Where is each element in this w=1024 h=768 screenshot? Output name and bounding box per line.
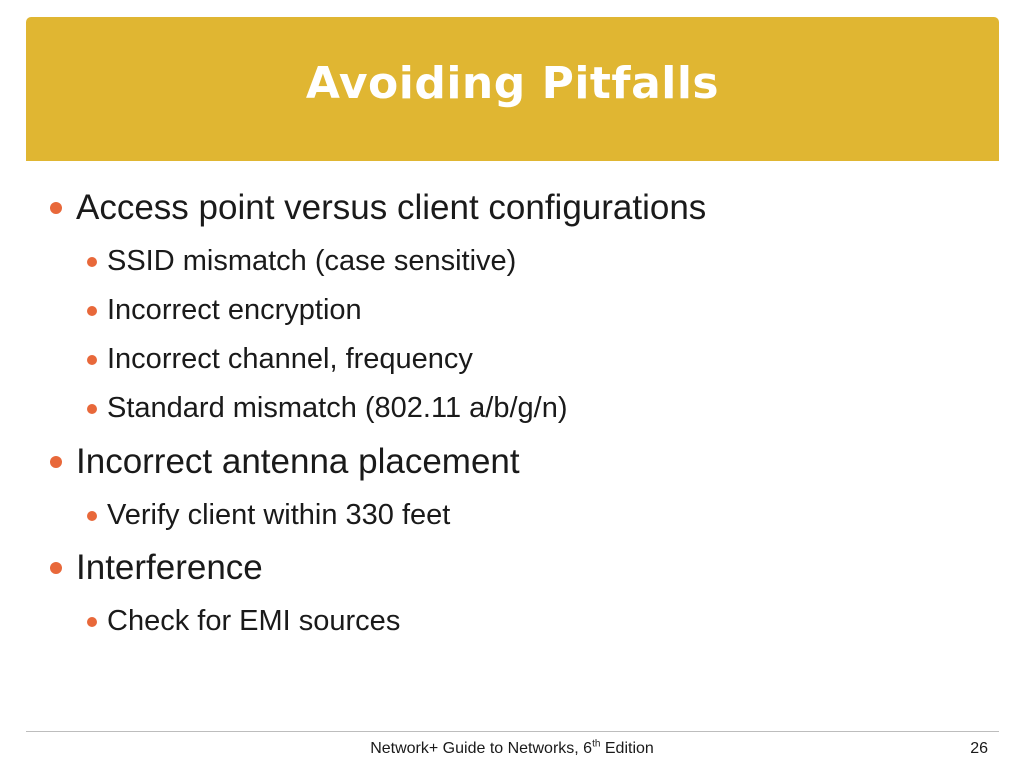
bullet-dot-icon	[50, 562, 62, 574]
footer-superscript: th	[592, 738, 601, 750]
bullet-item	[50, 548, 263, 588]
footer-suffix: Edition	[600, 740, 654, 757]
bullet-item	[50, 442, 520, 482]
bullet-text: Interference	[76, 548, 263, 587]
bullet-dot-icon	[50, 456, 62, 468]
bullet-text: Incorrect antenna placement	[76, 442, 520, 481]
bullet-dot-icon	[50, 202, 62, 214]
footer-prefix: Network+ Guide to Networks, 6	[370, 740, 593, 757]
page-number: 26	[970, 740, 988, 757]
sub-bullet-text: Standard mismatch (802.11 a/b/g/n)	[107, 392, 568, 424]
bullet-item	[50, 188, 706, 228]
sub-bullet-item	[87, 245, 516, 278]
bullet-dot-icon	[87, 617, 97, 627]
bullet-dot-icon	[87, 355, 97, 365]
bullet-dot-icon	[87, 306, 97, 316]
bullet-dot-icon	[87, 404, 97, 414]
sub-bullet-text: Check for EMI sources	[107, 605, 401, 637]
sub-bullet-item	[87, 499, 450, 532]
bullet-text: Access point versus client configurations	[76, 188, 707, 227]
sub-bullet-item	[87, 392, 568, 425]
sub-bullet-text: Verify client within 330 feet	[107, 499, 451, 531]
footer-caption	[0, 740, 1024, 758]
sub-bullet-item	[87, 294, 362, 327]
bullet-dot-icon	[87, 257, 97, 267]
bullet-dot-icon	[87, 511, 97, 521]
sub-bullet-item	[87, 605, 400, 638]
footer-divider	[26, 731, 999, 732]
sub-bullet-text: Incorrect encryption	[107, 294, 362, 326]
sub-bullet-item	[87, 343, 473, 376]
slide-title: Avoiding Pitfalls	[305, 57, 720, 109]
sub-bullet-text: SSID mismatch (case sensitive)	[107, 245, 517, 277]
sub-bullet-text: Incorrect channel, frequency	[107, 343, 473, 375]
